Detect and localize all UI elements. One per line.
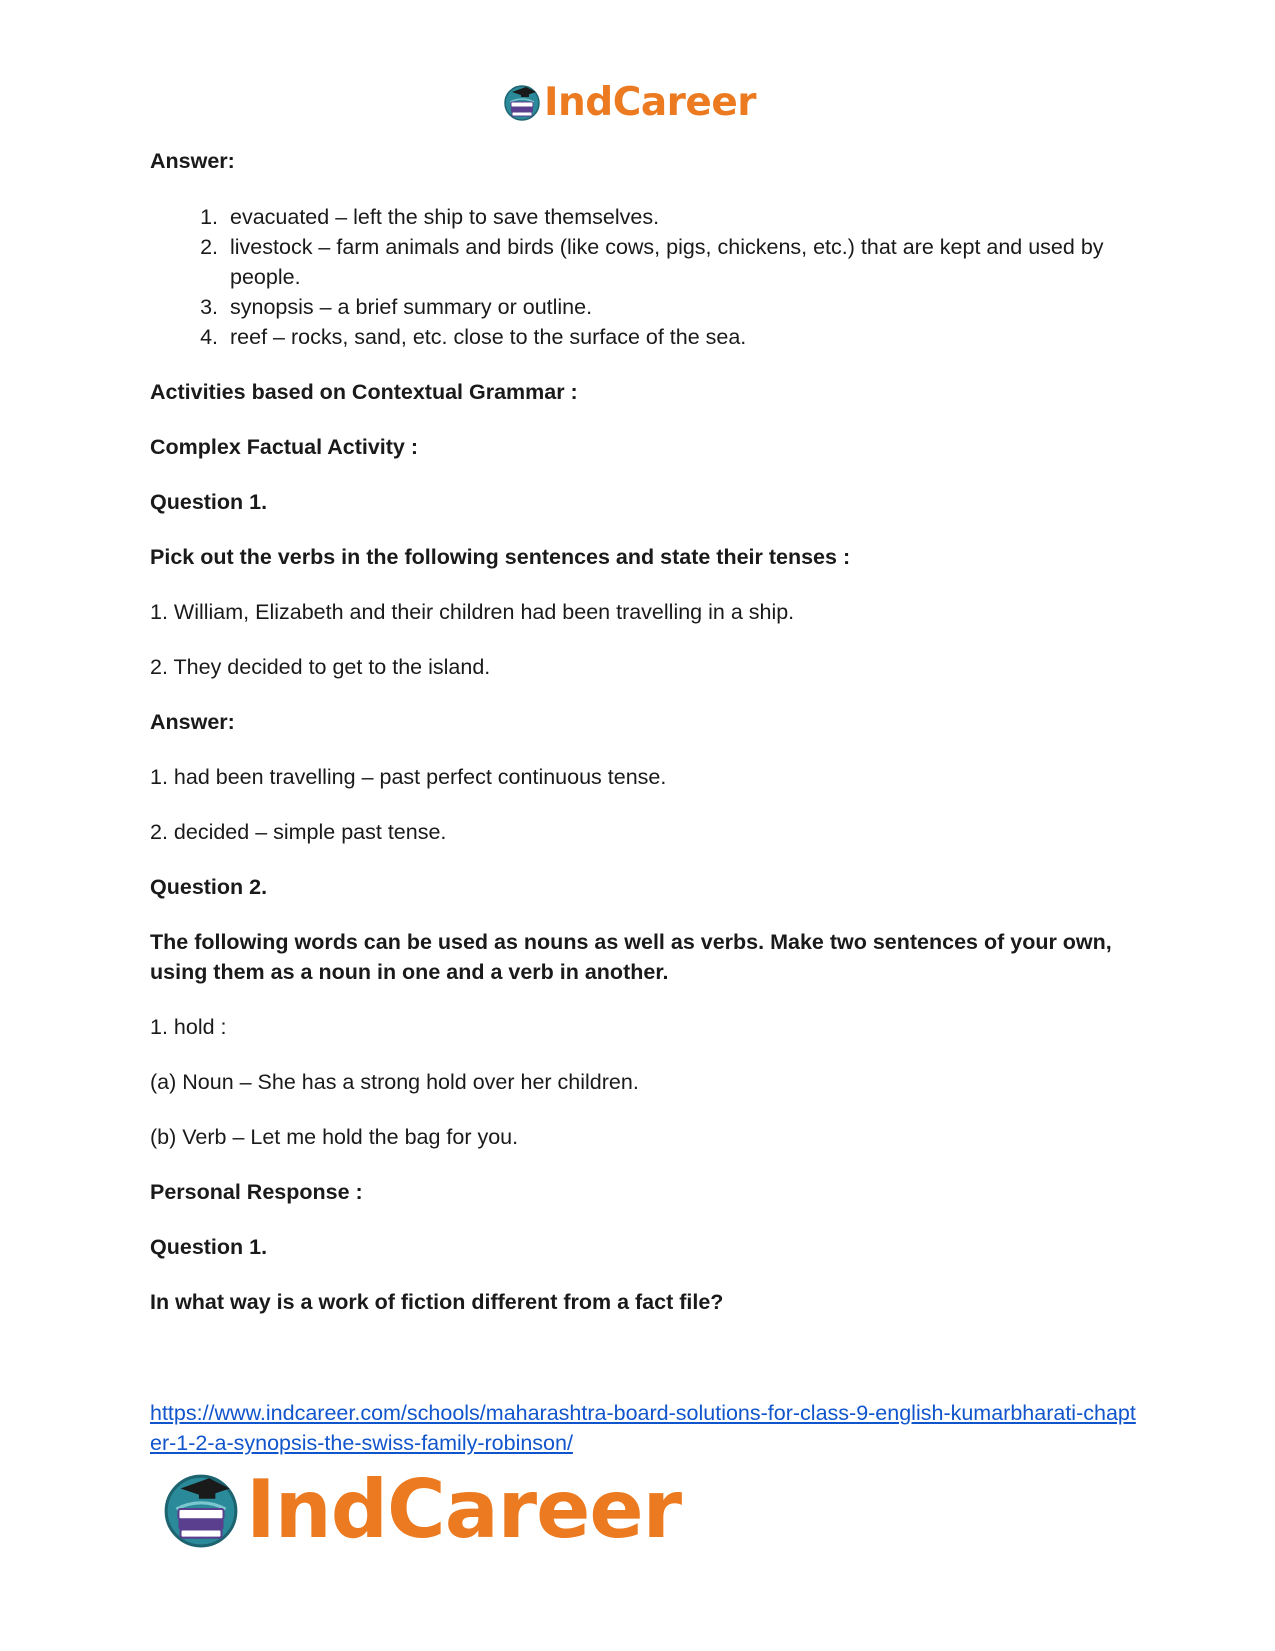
list-item: 2. livestock – farm animals and birds (like cows, pigs, chickens, etc.) that are kept and used by people. bbox=[224, 232, 1140, 292]
question-prompt: The following words can be used as nouns as well as verbs. Make two sentences of your own, using them as a noun in one and a verb in another. bbox=[150, 930, 1112, 984]
footer-logo bbox=[160, 1462, 682, 1556]
globe-books-icon bbox=[160, 1468, 242, 1550]
source-link[interactable]: https://www.indcareer.com/schools/maharashtra-board-solutions-for-class-9-english-kumarbharati-chapter-1-2-a-synopsis-the-swiss-family-robinson/ bbox=[150, 1401, 1136, 1455]
sentence-text: 2. They decided to get to the island. bbox=[150, 655, 491, 679]
question-label: Question 1. bbox=[150, 1235, 268, 1259]
word-label: 1. hold : bbox=[150, 1015, 227, 1039]
question-prompt: Pick out the verbs in the following sentences and state their tenses : bbox=[150, 545, 851, 569]
noun-sentence: (a) Noun – She has a strong hold over her children. bbox=[150, 1070, 639, 1094]
globe-books-icon bbox=[502, 82, 542, 122]
document-body bbox=[150, 146, 1140, 1342]
section-heading: Personal Response : bbox=[150, 1180, 363, 1204]
list-item: 1. evacuated – left the ship to save themselves. bbox=[224, 202, 1140, 232]
answer-text: 2. decided – simple past tense. bbox=[150, 820, 447, 844]
answer-text: 1. had been travelling – past perfect continuous tense. bbox=[150, 765, 667, 789]
question-prompt: In what way is a work of fiction different from a fact file? bbox=[150, 1290, 724, 1314]
header-logo bbox=[502, 80, 756, 124]
sentence-text: 1. William, Elizabeth and their children had been travelling in a ship. bbox=[150, 600, 795, 624]
section-subheading: Complex Factual Activity : bbox=[150, 435, 419, 459]
answer-label: Answer: bbox=[150, 149, 235, 173]
question-label: Question 1. bbox=[150, 490, 268, 514]
list-item: 3. synopsis – a brief summary or outline. bbox=[224, 292, 1140, 322]
question-label: Question 2. bbox=[150, 875, 268, 899]
answer-list bbox=[150, 202, 1140, 352]
brand-name: IndCareer bbox=[544, 79, 756, 125]
verb-sentence: (b) Verb – Let me hold the bag for you. bbox=[150, 1125, 519, 1149]
list-item: 4. reef – rocks, sand, etc. close to the surface of the sea. bbox=[224, 322, 1140, 352]
answer-label: Answer: bbox=[150, 710, 235, 734]
brand-name: IndCareer bbox=[246, 1462, 682, 1556]
section-heading: Activities based on Contextual Grammar : bbox=[150, 380, 578, 404]
